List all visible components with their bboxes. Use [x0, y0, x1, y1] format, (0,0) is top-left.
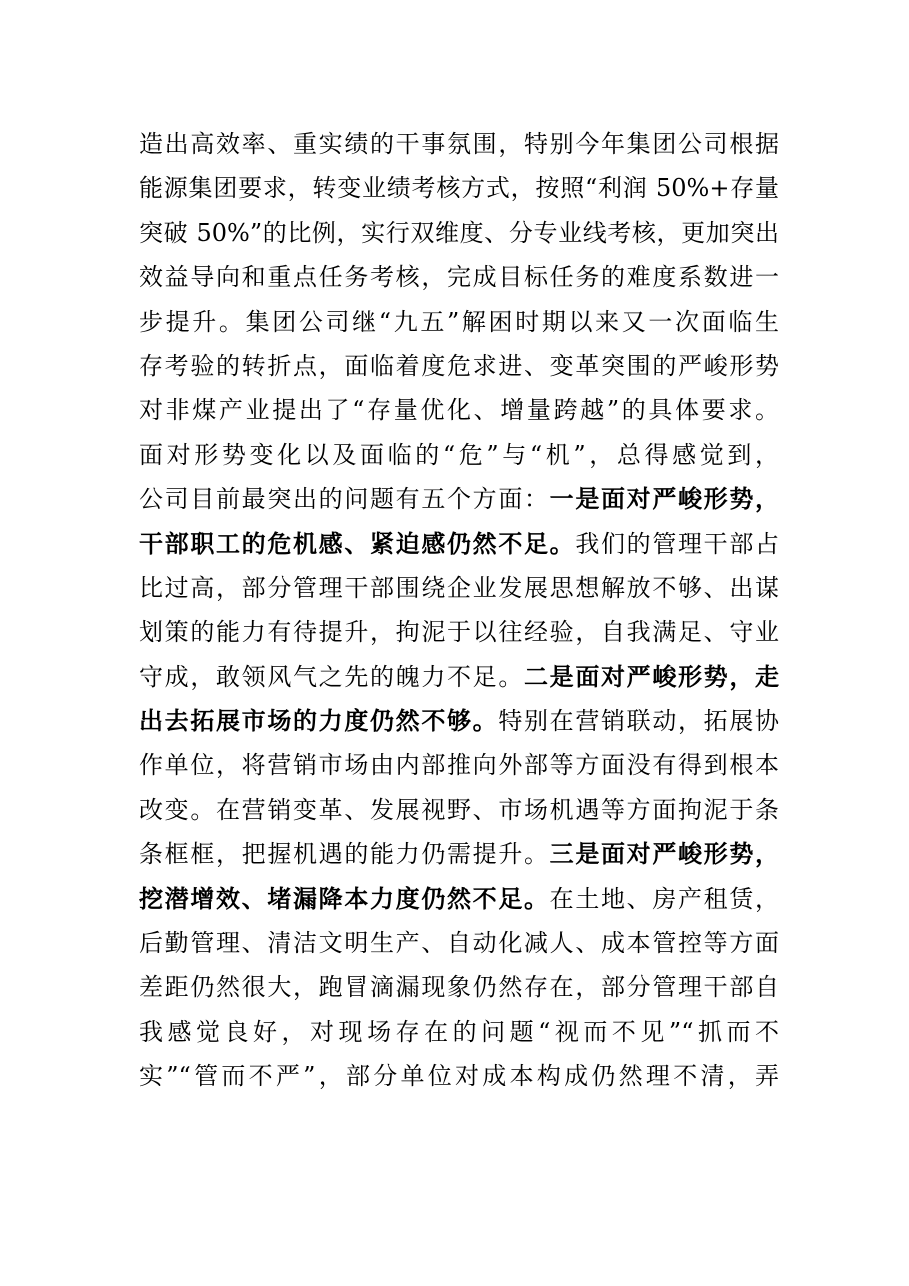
- text-segment: 守成，敢领风气之先的魄力不足。: [139, 662, 524, 691]
- text-segment: 条框框，把握机遇的能力仍需提升。: [139, 840, 550, 869]
- text-line: [139, 877, 779, 921]
- text-line: [139, 522, 779, 566]
- text-line: [139, 388, 779, 432]
- text-segment: 我感觉良好，对现场存在的问题“视而不见”“抓而不: [139, 1017, 779, 1046]
- text-line: [139, 1010, 779, 1054]
- text-line: [139, 743, 779, 787]
- bold-text-segment: 挖潜增效、堵漏降本力度仍然不足。: [139, 883, 550, 913]
- text-segment: 特别在营销联动，拓展协: [498, 707, 780, 736]
- text-segment: 我们的管理干部占: [575, 529, 780, 558]
- text-segment: 比过高，部分管理干部围绕企业发展思想解放不够、出谋: [139, 573, 779, 602]
- text-line: [139, 965, 779, 1009]
- text-segment: 存考验的转折点，面临着度危求进、变革突围的严峻形势: [139, 351, 779, 380]
- text-segment: 改变。在营销变革、发展视野、市场机遇等方面拘泥于条: [139, 795, 779, 824]
- text-segment: 造出高效率、重实绩的干事氛围，特别今年集团公司根据: [139, 130, 779, 158]
- text-line: [139, 122, 779, 166]
- text-segment: 步提升。集团公司继“九五”解困时期以来又一次面临生: [139, 307, 779, 336]
- text-segment: 后勤管理、清洁文明生产、自动化减人、成本管控等方面: [139, 929, 779, 958]
- text-segment: 面对形势变化以及面临的“危”与“机”，总得感觉到，: [139, 440, 779, 469]
- text-segment: 突破 50%”的比例，实行双维度、分专业线考核，更加突出: [139, 218, 779, 247]
- text-line: [139, 433, 779, 477]
- text-line: [139, 211, 779, 255]
- text-line: [139, 921, 779, 965]
- document-body: [139, 122, 779, 1099]
- bold-text-segment: 二是面对严峻形势，走: [524, 661, 779, 691]
- text-segment: 差距仍然很大，跑冒滴漏现象仍然存在，部分管理干部自: [139, 973, 779, 1002]
- text-line: [139, 477, 779, 521]
- bold-text-segment: 干部职工的危机感、紧迫感仍然不足。: [139, 528, 576, 558]
- text-line: [139, 566, 779, 610]
- text-line: [139, 1054, 779, 1098]
- bold-text-segment: 出去拓展市场的力度仍然不够。: [139, 706, 499, 736]
- text-segment: 能源集团要求，转变业绩考核方式，按照“利润 50%+存量: [139, 174, 779, 203]
- text-line: [139, 788, 779, 832]
- text-line: [139, 300, 779, 344]
- text-segment: 在土地、房产租赁，: [549, 884, 780, 913]
- text-line: [139, 610, 779, 654]
- text-line: [139, 832, 779, 876]
- text-line: [139, 344, 779, 388]
- text-segment: 划策的能力有待提升，拘泥于以往经验，自我满足、守业: [139, 618, 779, 647]
- bold-text-segment: 一是面对严峻形势，: [549, 484, 780, 514]
- text-segment: 作单位，将营销市场由内部推向外部等方面没有得到根本: [139, 751, 779, 780]
- bold-text-segment: 三是面对严峻形势，: [549, 839, 780, 869]
- text-line: [139, 699, 779, 743]
- text-segment: 效益导向和重点任务考核，完成目标任务的难度系数进一: [139, 263, 779, 292]
- text-line: [139, 655, 779, 699]
- text-line: [139, 255, 779, 299]
- text-line: [139, 166, 779, 210]
- text-segment: 实”“管而不严”，部分单位对成本构成仍然理不清，弄: [139, 1062, 779, 1091]
- text-segment: 公司目前最突出的问题有五个方面：: [139, 485, 550, 514]
- text-segment: 对非煤产业提出了“存量优化、增量跨越”的具体要求。: [139, 396, 779, 425]
